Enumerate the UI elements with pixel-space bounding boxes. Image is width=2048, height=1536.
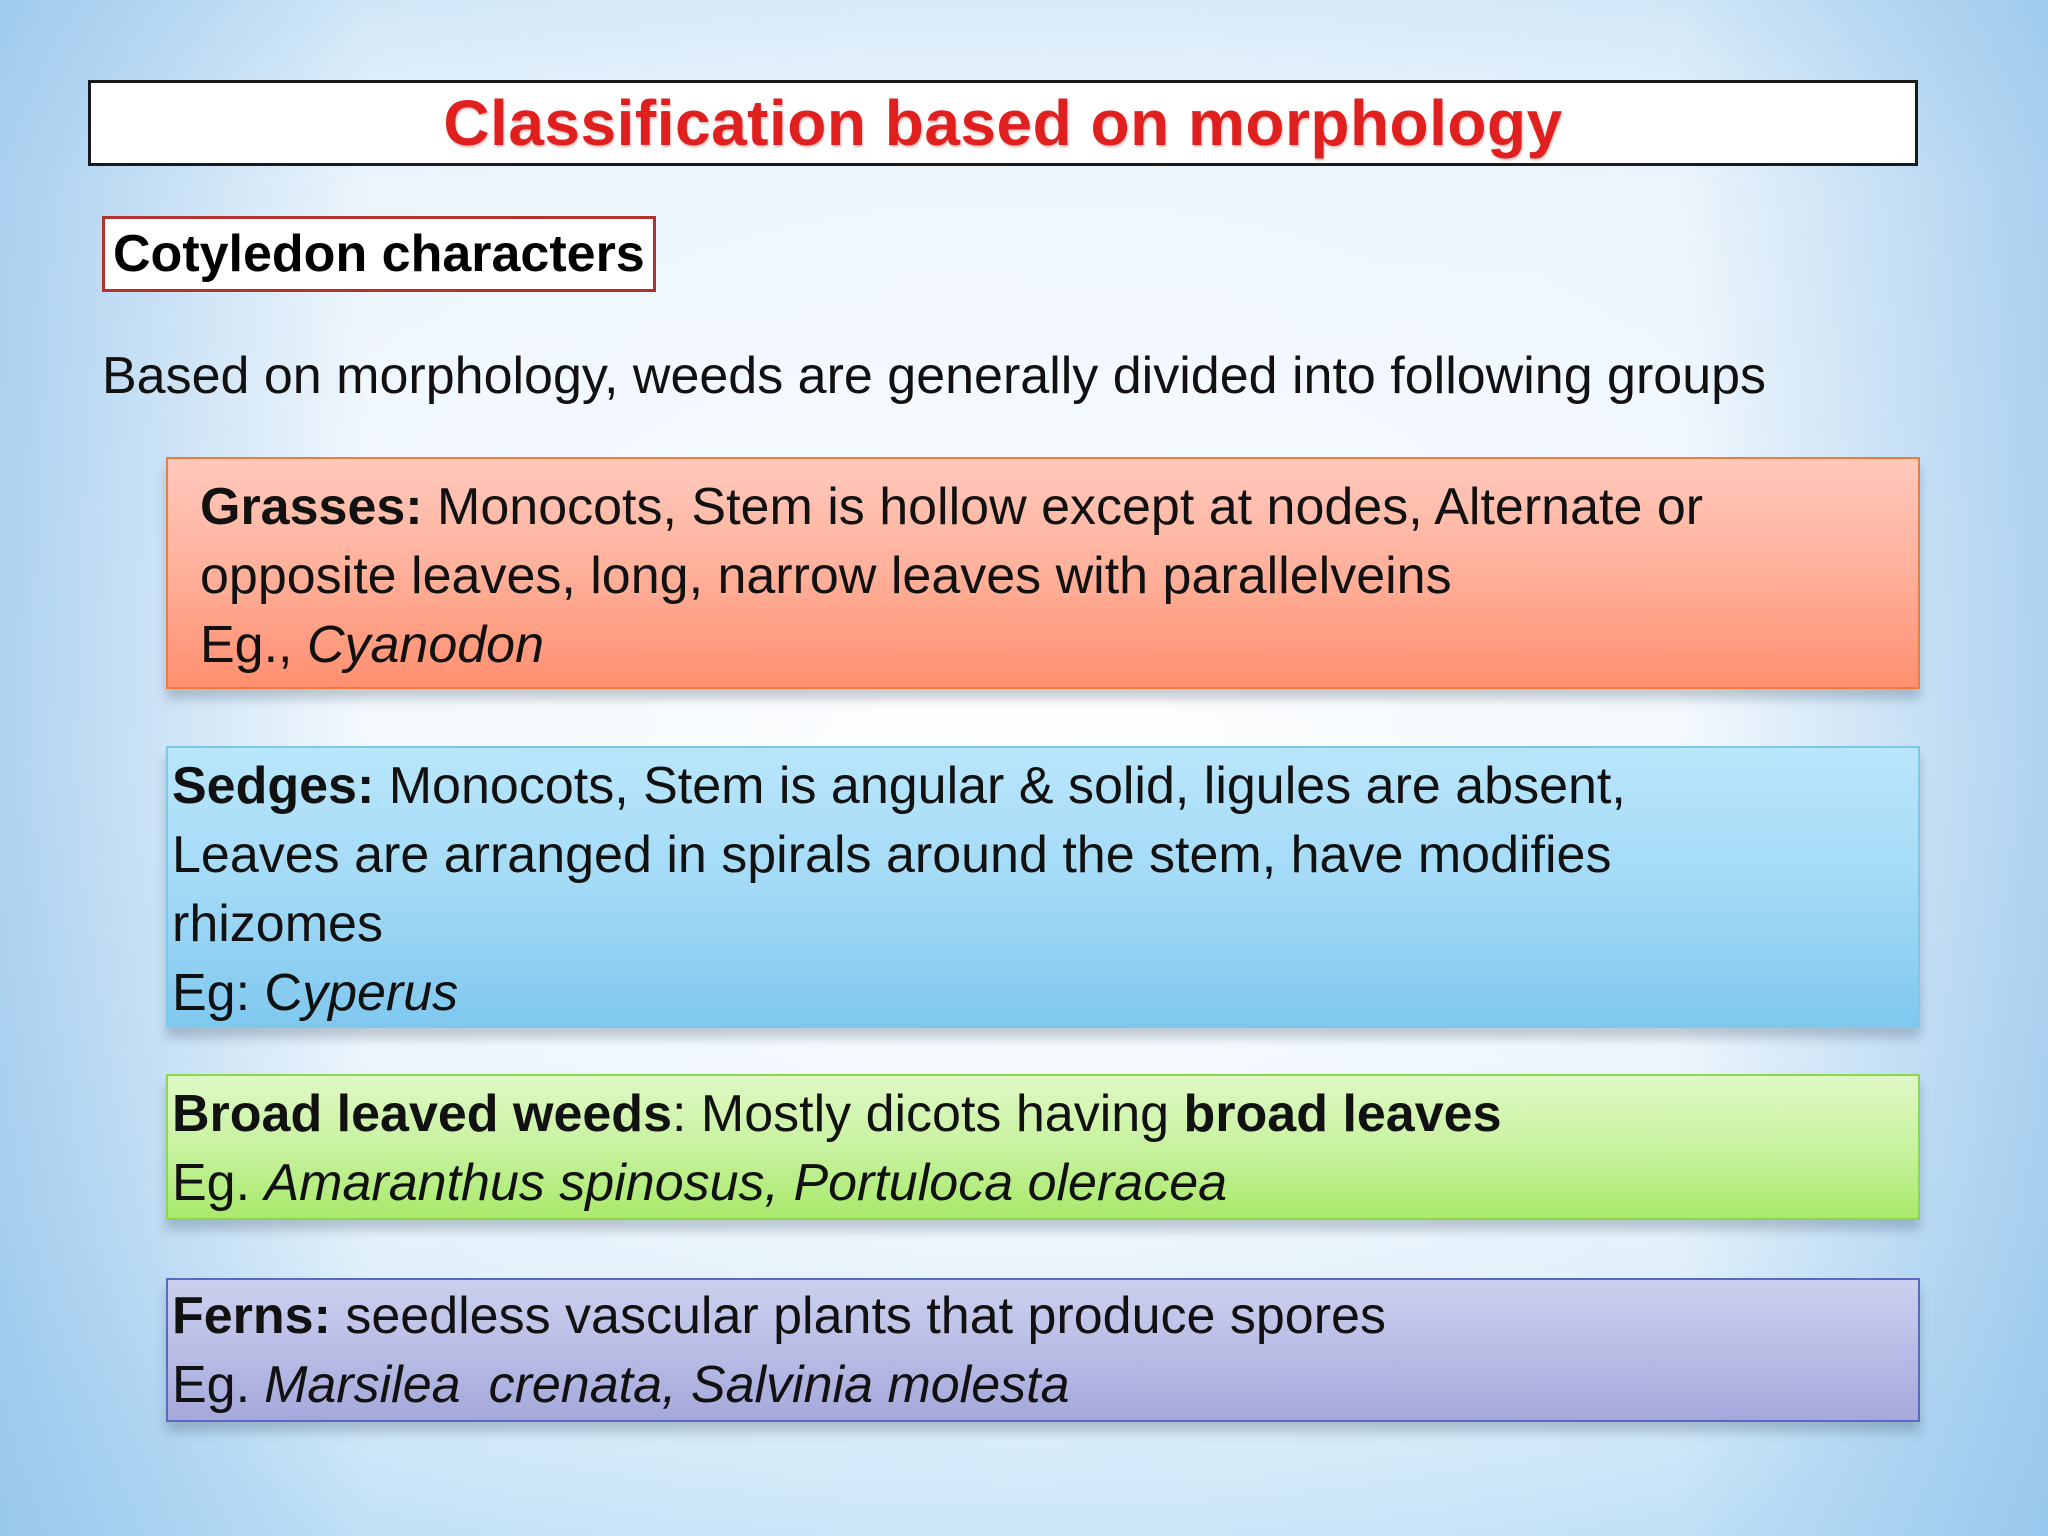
sedges-name: Sedges: [172, 757, 375, 815]
broad-leaved-box [166, 1074, 1920, 1220]
broad-leaved-emphasis: broad leaves [1183, 1085, 1502, 1143]
sedges-line-1 [172, 752, 1918, 821]
slide-title: Classification based on morphology [443, 87, 1563, 159]
grasses-line-1 [200, 473, 1918, 542]
ferns-desc: seedless vascular plants that produce spores [330, 1287, 1386, 1345]
sedges-desc-2: Leaves are arranged in spirals around the stem, have modifies [172, 826, 1612, 884]
broad-leaved-example-line [172, 1149, 1918, 1218]
ferns-box [166, 1278, 1920, 1422]
broad-leaved-example-prefix: Eg. [172, 1154, 265, 1212]
ferns-example-2: crenata, Salvinia molesta [488, 1356, 1070, 1414]
grasses-desc-1: Monocots, Stem is hollow except at nodes, Alternate or [422, 478, 1704, 536]
sedges-desc-1: Monocots, Stem is angular & solid, ligules are absent, [374, 757, 1626, 815]
grasses-name: Grasses: [200, 478, 423, 536]
grasses-desc-2: opposite leaves, long, narrow leaves with parallelveins [200, 547, 1452, 605]
ferns-example-line [172, 1351, 1918, 1420]
sedges-desc-3: rhizomes [172, 895, 383, 953]
grasses-box [166, 457, 1920, 689]
sedges-example: yperus [302, 964, 459, 1022]
broad-leaved-name: Broad leaved weeds [172, 1085, 672, 1143]
sedges-example-line [172, 959, 1918, 1028]
ferns-example-prefix: Eg. [172, 1356, 251, 1414]
grasses-example-line [200, 611, 1918, 680]
sedges-box [166, 746, 1920, 1028]
broad-leaved-desc: : Mostly dicots having [672, 1085, 1184, 1143]
ferns-example-1: Marsilea [264, 1356, 461, 1414]
sedges-example-prefix: Eg: C [172, 964, 303, 1022]
ferns-name: Ferns: [172, 1287, 331, 1345]
broad-leaved-example: Amaranthus spinosus, Portuloca oleracea [264, 1154, 1228, 1212]
title-box [88, 80, 1918, 166]
subheading: Cotyledon characters [113, 225, 645, 283]
grasses-example: Cyanodon [306, 616, 545, 674]
ferns-line-1 [172, 1282, 1918, 1351]
subheading-box [102, 216, 656, 292]
broad-leaved-line-1 [172, 1080, 1918, 1149]
grasses-example-prefix: Eg., [200, 616, 307, 674]
intro-text: Based on morphology, weeds are generally divided into following groups [102, 347, 1767, 405]
